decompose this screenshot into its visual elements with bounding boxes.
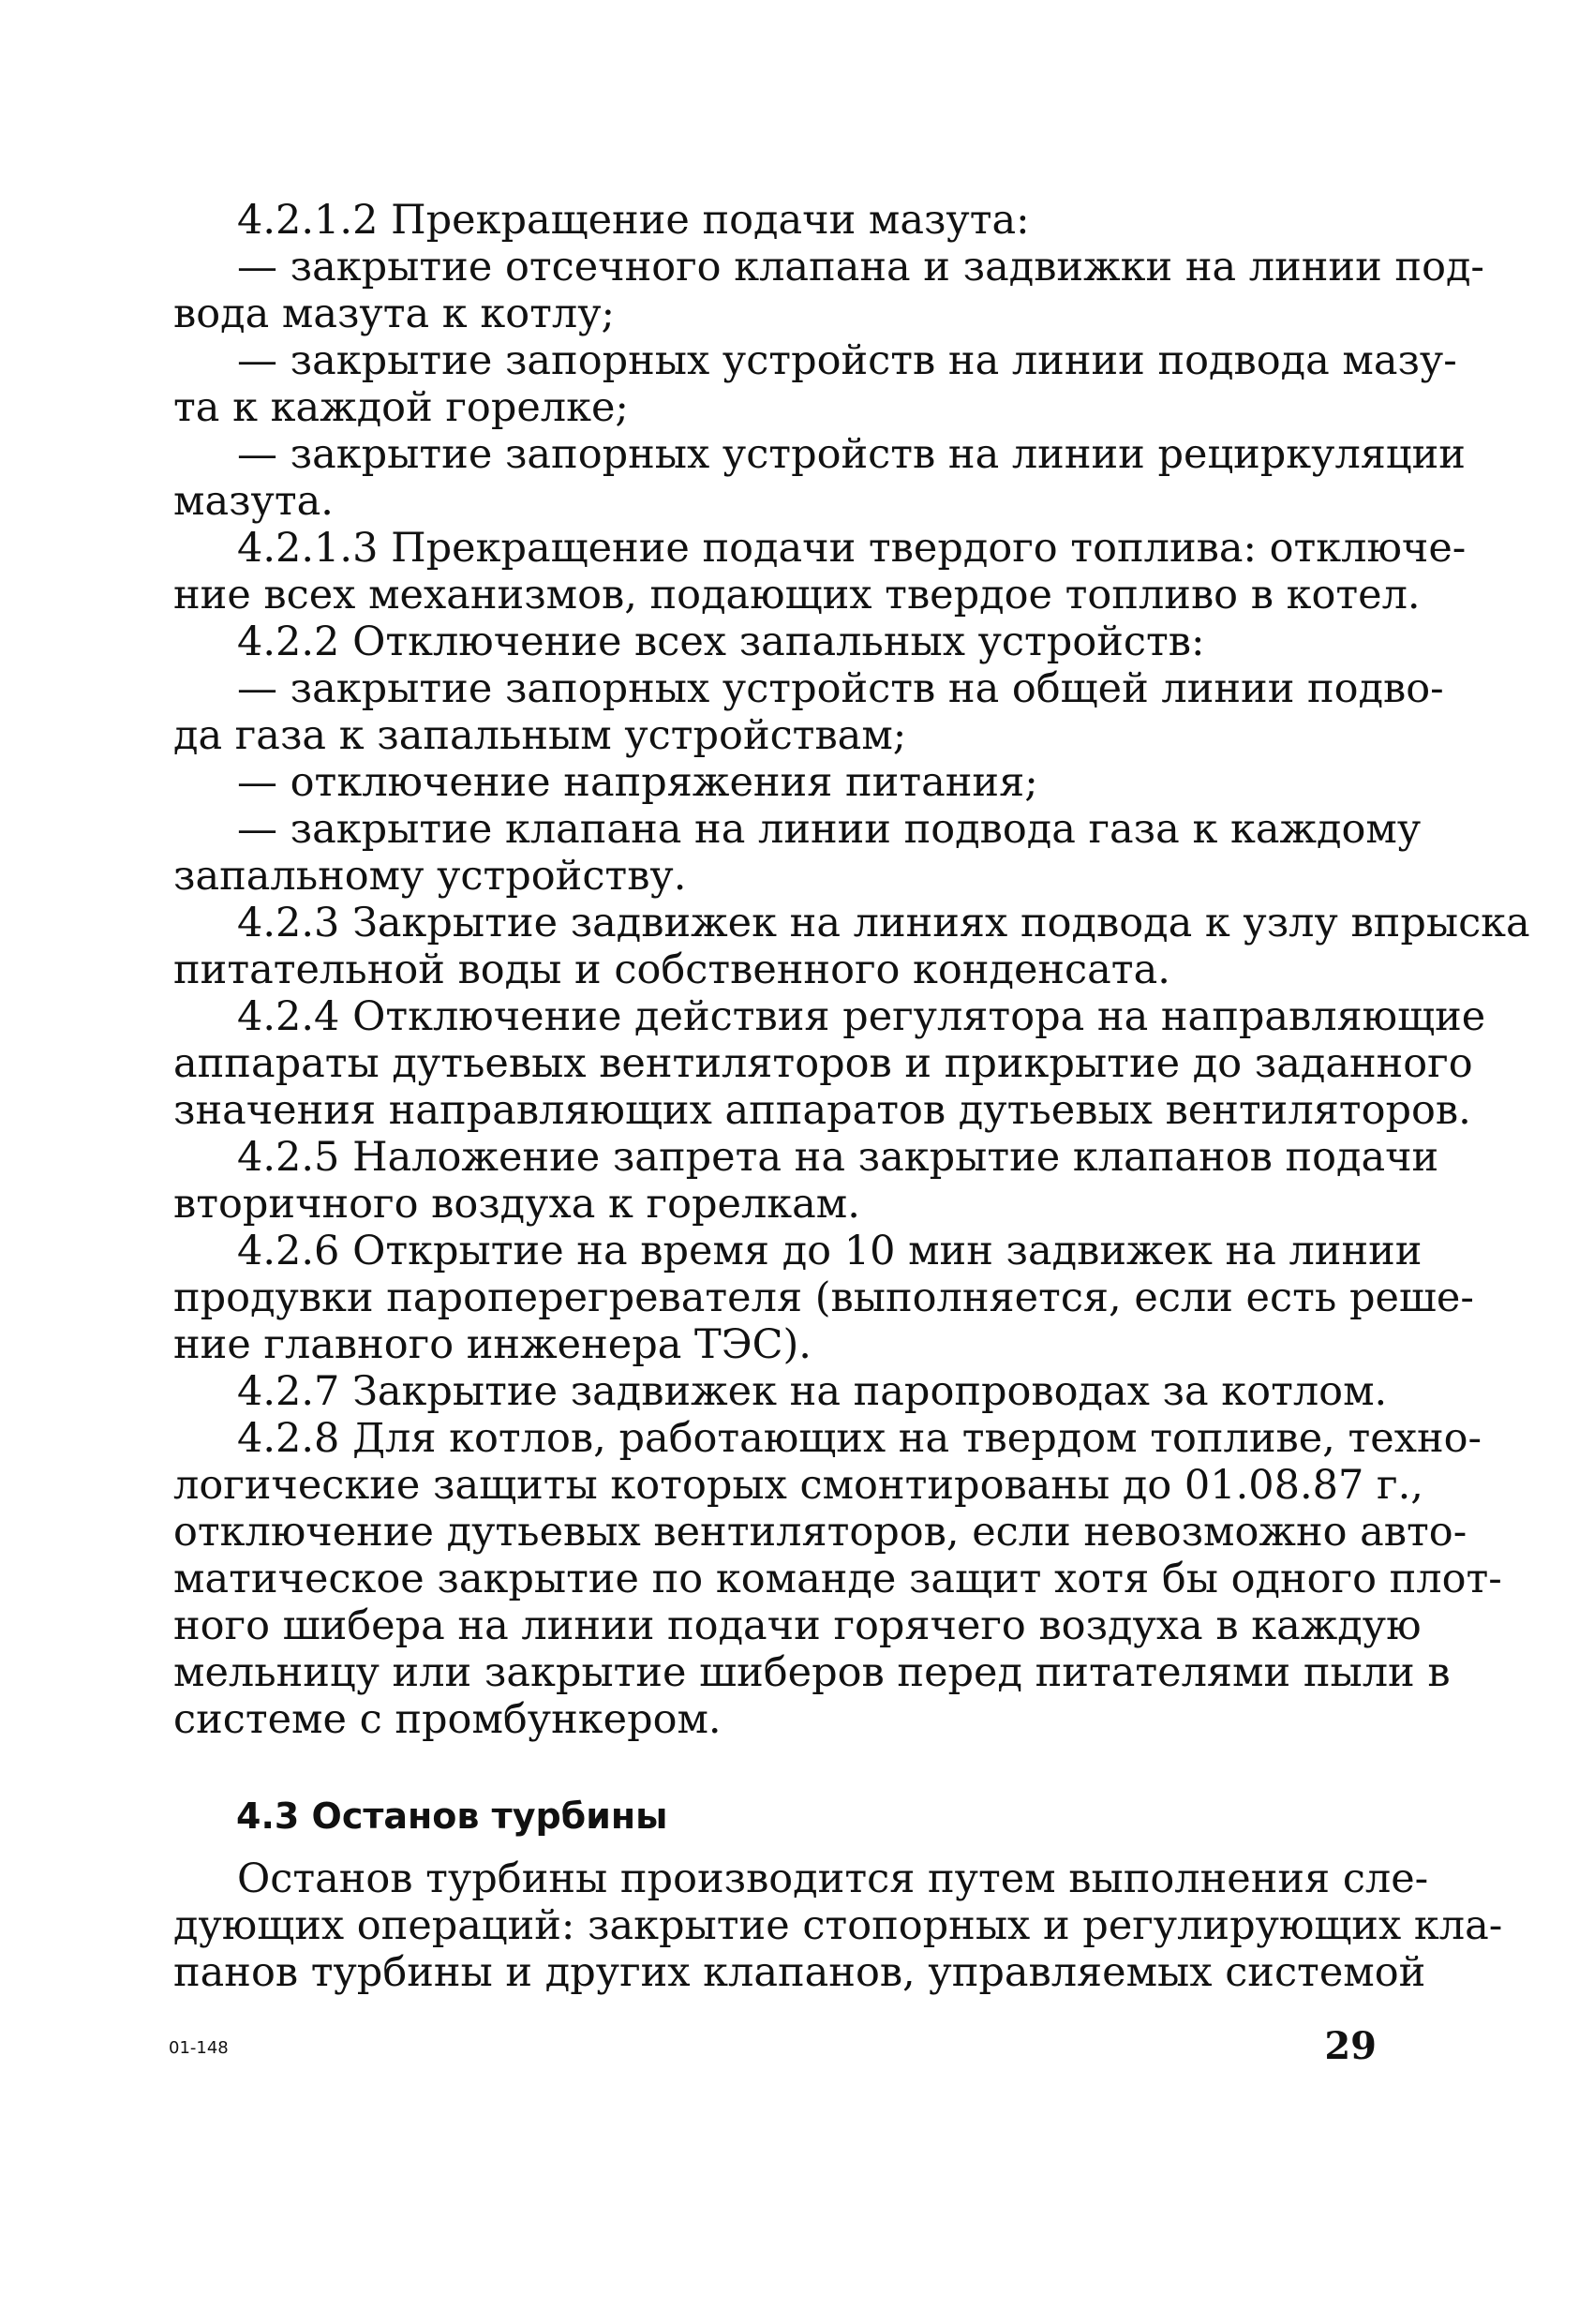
text-line: вода мазута к котлу; bbox=[173, 290, 616, 337]
text-line: питательной воды и собственного конденсата. bbox=[173, 946, 1170, 993]
text-line: мазута. bbox=[173, 478, 334, 525]
text-line: 4.2.4 Отключение действия регулятора на направляющие bbox=[237, 993, 1486, 1040]
text-line: 4.2.5 Наложение запрета на закрытие клапанов подачи bbox=[237, 1134, 1439, 1181]
text-line: — закрытие запорных устройств на общей линии подво- bbox=[237, 665, 1444, 712]
text-line: — отключение напряжения питания; bbox=[237, 759, 1038, 806]
text-line: та к каждой горелке; bbox=[173, 384, 629, 431]
text-line: ние всех механизмов, подающих твердое топливо в котел. bbox=[173, 572, 1421, 618]
text-line: 4.2.1.2 Прекращение подачи мазута: bbox=[237, 197, 1030, 244]
text-line: 4.2.8 Для котлов, работающих на твердом топливе, техно- bbox=[237, 1415, 1482, 1462]
text-line: — закрытие запорных устройств на линии подвода мазу- bbox=[237, 337, 1457, 384]
page-number: 29 bbox=[1324, 2024, 1377, 2068]
text-line: Останов турбины производится путем выполнения сле- bbox=[237, 1855, 1429, 1902]
footer-code: 01-148 bbox=[169, 2038, 229, 2058]
section-heading: 4.3 Останов турбины bbox=[236, 1795, 668, 1837]
text-line: значения направляющих аппаратов дутьевых вентиляторов. bbox=[173, 1087, 1471, 1134]
text-line: панов турбины и других клапанов, управляемых системой bbox=[173, 1949, 1426, 1996]
text-line: ного шибера на линии подачи горячего воздуха в каждую bbox=[173, 1602, 1422, 1649]
text-line: аппараты дутьевых вентиляторов и прикрытие до заданного bbox=[173, 1040, 1473, 1087]
text-line: 4.2.1.3 Прекращение подачи твердого топлива: отключе- bbox=[237, 525, 1467, 572]
text-line: мельницу или закрытие шиберов перед питателями пыли в bbox=[173, 1649, 1451, 1696]
section-text-block bbox=[173, 1855, 1503, 1996]
text-line: 4.2.3 Закрытие задвижек на линиях подвода к узлу впрыска bbox=[237, 900, 1530, 946]
text-line: системе с промбункером. bbox=[173, 1696, 722, 1743]
text-line: 4.2.6 Открытие на время до 10 мин задвижек на линии bbox=[237, 1228, 1423, 1274]
body-text-block bbox=[173, 197, 1530, 1743]
text-line: — закрытие запорных устройств на линии рециркуляции bbox=[237, 431, 1466, 478]
text-line: запальному устройству. bbox=[173, 853, 687, 900]
text-line: 4.2.2 Отключение всех запальных устройств: bbox=[237, 618, 1205, 665]
text-line: продувки пароперегревателя (выполняется, если есть реше- bbox=[173, 1274, 1474, 1321]
text-line: — закрытие клапана на линии подвода газа к каждому bbox=[237, 806, 1422, 853]
text-line: матическое закрытие по команде защит хотя бы одного плот- bbox=[173, 1556, 1502, 1602]
text-line: — закрытие отсечного клапана и задвижки на линии под- bbox=[237, 244, 1484, 290]
text-line: дующих операций: закрытие стопорных и регулирующих кла- bbox=[173, 1902, 1503, 1949]
text-line: логические защиты которых смонтированы до 01.08.87 г., bbox=[173, 1462, 1423, 1509]
text-line: отключение дутьевых вентиляторов, если невозможно авто- bbox=[173, 1509, 1467, 1556]
text-line: да газа к запальным устройствам; bbox=[173, 712, 907, 759]
text-line: вторичного воздуха к горелкам. bbox=[173, 1181, 860, 1228]
text-line: ние главного инженера ТЭС). bbox=[173, 1321, 812, 1368]
text-line: 4.2.7 Закрытие задвижек на паропроводах за котлом. bbox=[237, 1368, 1388, 1415]
